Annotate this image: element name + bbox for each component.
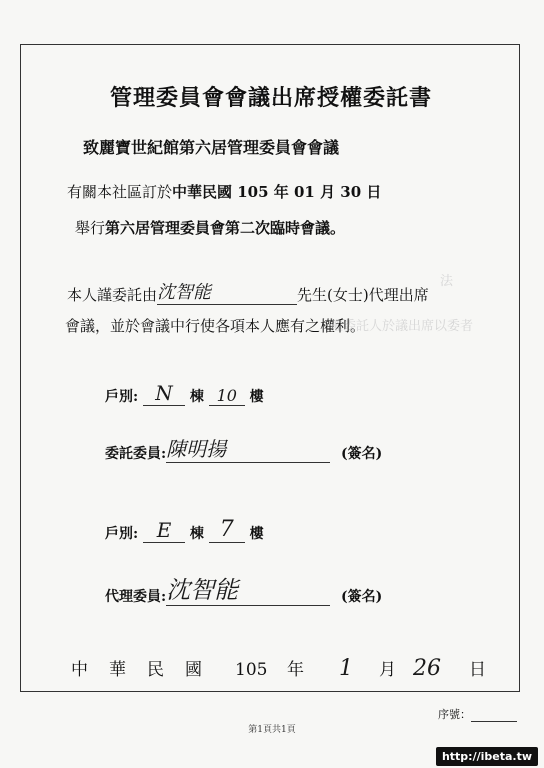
- notice-line-2: 舉行第六居管理委員會第二次臨時會議。: [75, 219, 346, 237]
- addressee: 致麗寶世紀館第六居管理委員會會議: [83, 138, 340, 157]
- principal-building-field[interactable]: N: [143, 381, 185, 406]
- month-field[interactable]: 1: [339, 656, 353, 681]
- delegation-line-2: 會議，並於會議中行使各項本人應有之權利。: [65, 317, 366, 335]
- meeting-name: 第六居管理委員會第二次臨時會議。: [105, 219, 346, 237]
- signing-date: 中 華 民 國 105 年 1 月 26 日: [71, 656, 486, 681]
- meeting-date: 中華民國 105 年 01 月 30 日: [172, 183, 382, 201]
- principal-floor-field[interactable]: 10: [209, 386, 245, 406]
- proxy-floor-field[interactable]: 7: [209, 517, 245, 543]
- page-footer: 第1頁共1頁: [248, 725, 296, 735]
- delegation-line-1: 本人謹委託由沈智能 先生(女士)代理出席: [67, 278, 429, 305]
- notice-line-1: 有關本社區訂於中華民國 105 年 01 月 30 日: [67, 183, 382, 201]
- principal-household: 戶別: N 棟 10 樓: [105, 381, 264, 405]
- principal-signature-field[interactable]: 陳明揚: [166, 433, 330, 463]
- serial-field[interactable]: [471, 709, 517, 722]
- day-field[interactable]: 26: [413, 656, 441, 681]
- serial-number: 序號：: [438, 706, 517, 722]
- proxy-signature-field[interactable]: 沈智能: [166, 570, 330, 606]
- watermark: http://ibeta.tw: [436, 747, 538, 766]
- principal-signer: 委託委員:陳明揚 (簽名): [105, 433, 382, 463]
- form-title: 管理委員會會議出席授權委託書: [109, 85, 432, 111]
- proxy-building-field[interactable]: E: [143, 518, 185, 543]
- proxy-form: [20, 44, 520, 692]
- proxy-household: 戶別: E 棟 7 樓: [105, 517, 264, 542]
- proxy-name-field[interactable]: 沈智能: [157, 278, 297, 305]
- proxy-signer: 代理委員:沈智能 (簽名): [105, 570, 382, 606]
